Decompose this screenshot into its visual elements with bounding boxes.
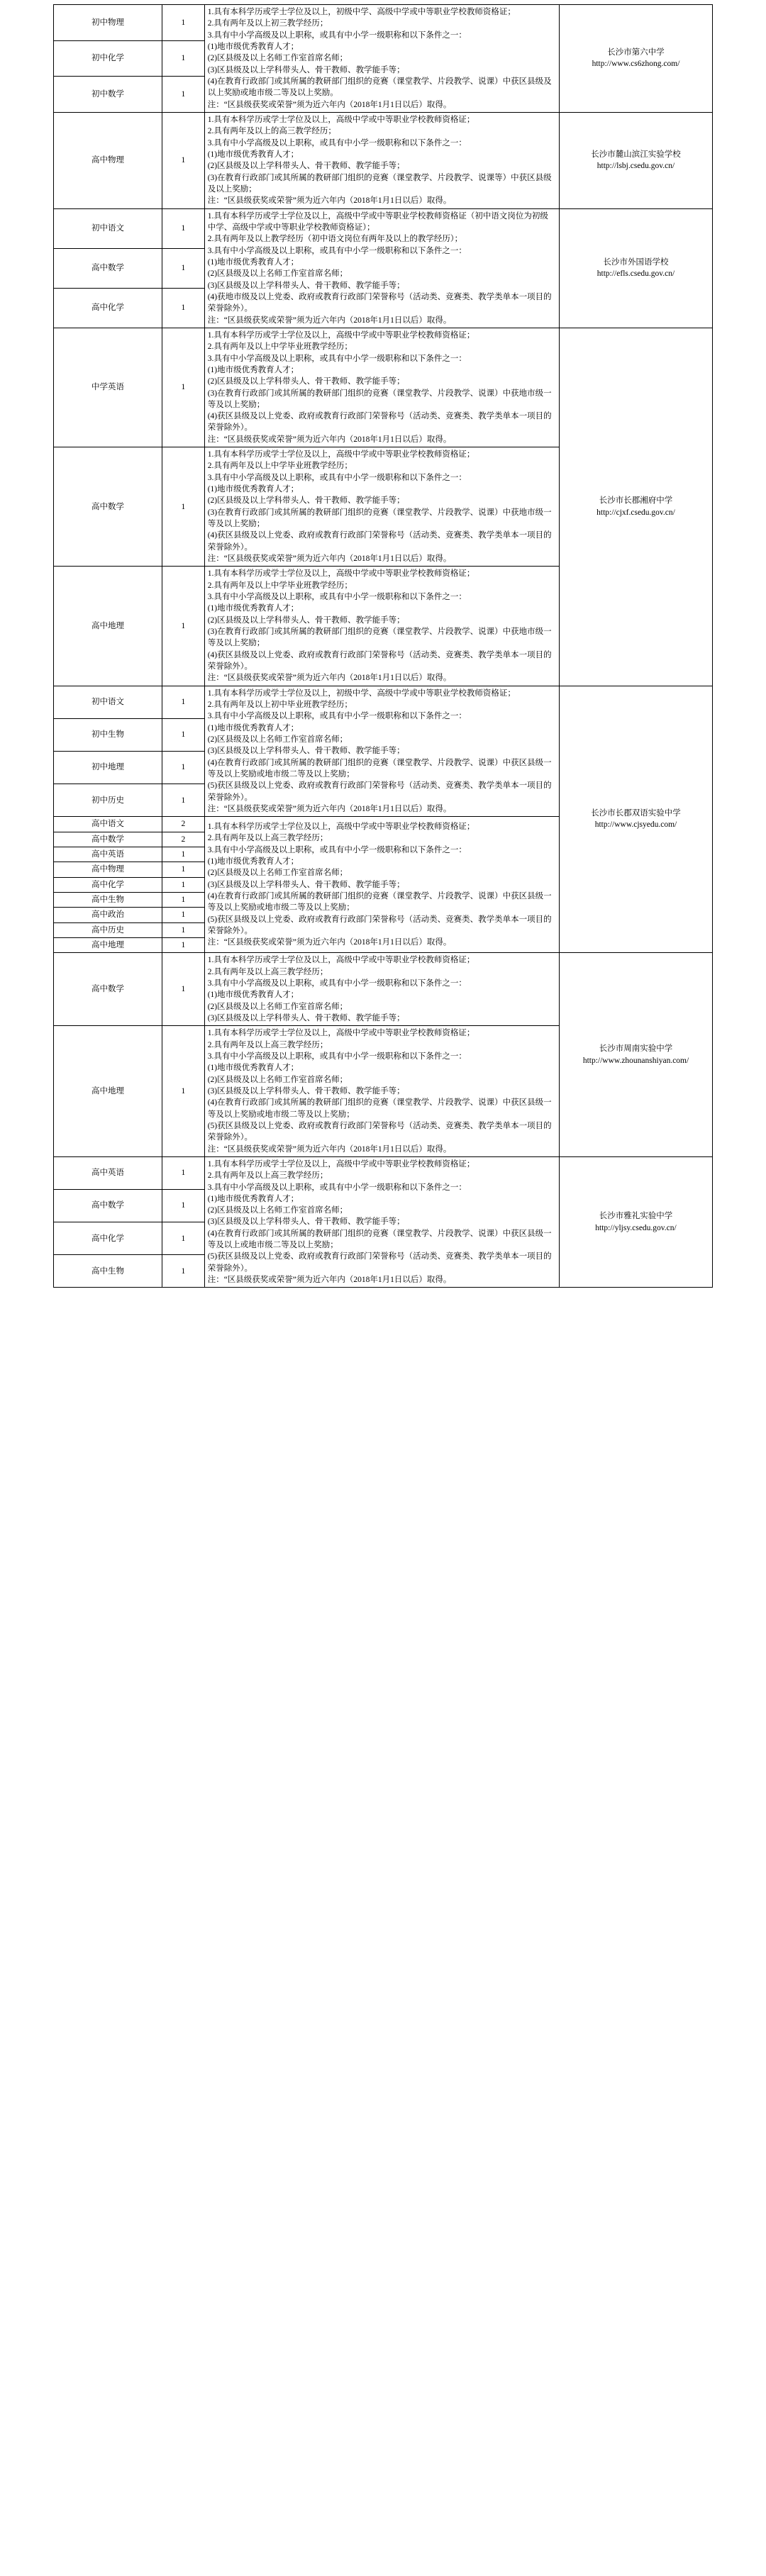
condition-line: (1)地市级优秀教育人才； <box>207 1194 299 1203</box>
condition-line: (3)在教育行政部门或其所属的教研部门组织的竞赛（课堂教学、片段教学、说课）中获地市级一等及以上奖励； <box>207 389 552 409</box>
school-url[interactable]: http://yljsy.csedu.gov.cn/ <box>595 1223 677 1232</box>
subject-cell: 高中化学 <box>54 1222 162 1255</box>
conditions-cell <box>204 447 559 567</box>
condition-line: (4)在教育行政部门或其所属的教研部门组织的竞赛（课堂教学、片段教学、说课）中获区县级一等及以上奖励或地市级二等及以上奖励； <box>207 758 552 779</box>
count-cell: 2 <box>162 817 205 832</box>
count-cell: 1 <box>162 1156 205 1189</box>
table-row <box>54 328 713 447</box>
condition-line: (3)在教育行政部门或其所属的教研部门组织的竞赛（课堂教学、片段教学、说课）中获地市级一等及以上奖励； <box>207 628 552 648</box>
condition-line: (1)地市级优秀教育人才； <box>207 857 299 866</box>
condition-line: (1)地市级优秀教育人才； <box>207 991 299 1000</box>
condition-line: 注：“区县级获奖或荣誉”须为近六年内（2018年1月1日以后）取得。 <box>207 435 452 444</box>
count-cell: 2 <box>162 832 205 847</box>
school-cell <box>560 5 713 113</box>
condition-line: 注：“区县级获奖或荣誉”须为近六年内（2018年1月1日以后）取得。 <box>207 1144 452 1154</box>
condition-line: 1.具有本科学历或学士学位及以上，高级中学或中等职业学校教师资格证； <box>207 1159 475 1169</box>
table-row <box>54 5 713 41</box>
condition-line: (4)在教育行政部门或其所属的教研部门组织的竞赛（课堂教学、片段教学、说课）中获区县级及以上奖励或地市级二等及以上奖励。 <box>207 77 552 98</box>
school-name: 长沙市周南实验中学 <box>599 1044 673 1054</box>
school-url[interactable]: http://www.zhounanshiyan.com/ <box>582 1056 689 1065</box>
subject-cell: 高中数学 <box>54 832 162 847</box>
condition-line: (4)在教育行政部门或其所属的教研部门组织的竞赛（课堂教学、片段教学、说课）中获区县级一等及以上或地市级二等及以上奖励； <box>207 1229 552 1250</box>
conditions-cell <box>204 112 559 208</box>
condition-line: 2.具有两年及以上中学毕业班教学经历； <box>207 581 353 590</box>
count-cell: 1 <box>162 5 205 41</box>
subject-cell: 中学英语 <box>54 328 162 447</box>
condition-line: (2)区县级及以上学科带头人、骨干教师、教学能手等； <box>207 615 405 625</box>
condition-line: (3)区县级及以上学科带头人、骨干教师、教学能手等； <box>207 1013 405 1022</box>
condition-line: 注：“区县级获奖或荣誉”须为近六年内（2018年1月1日以后）取得。 <box>207 554 452 564</box>
subject-cell: 高中物理 <box>54 862 162 877</box>
condition-line: (4)在教育行政部门或其所属的教研部门组织的竞赛（课堂教学、片段教学、说课）中获区县级一等及以上奖励或地市级二等及以上奖励； <box>207 1098 552 1119</box>
condition-line: 3.具有中小学高级及以上职称，或具有中小学一级职称和以下条件之一： <box>207 354 467 363</box>
condition-line: (4)获区县级及以上党委、政府或教育行政部门荣誉称号（活动类、竞赛类、教学类单本一项目的荣誉除外）。 <box>207 650 552 671</box>
condition-line: 2.具有两年及以上高三教学经历； <box>207 967 328 976</box>
subject-cell: 高中生物 <box>54 1255 162 1288</box>
subject-cell: 初中历史 <box>54 784 162 817</box>
condition-line: (1)地市级优秀教育人才； <box>207 150 299 159</box>
count-cell: 1 <box>162 77 205 113</box>
condition-line: (5)获区县级及以上党委、政府或教育行政部门荣誉称号（活动类、竞赛类、教学类单本一项目的荣誉除外）。 <box>207 1121 552 1142</box>
count-cell: 1 <box>162 718 205 751</box>
conditions-cell <box>204 686 559 817</box>
condition-line: 注：“区县级获奖或荣誉”须为近六年内（2018年1月1日以后）取得。 <box>207 1276 452 1285</box>
subject-cell: 高中生物 <box>54 892 162 907</box>
count-cell: 1 <box>162 892 205 907</box>
subject-cell: 高中历史 <box>54 922 162 937</box>
count-cell: 1 <box>162 112 205 208</box>
condition-line: 3.具有中小学高级及以上职称，或具有中小学一级职称和以下条件之一： <box>207 246 467 255</box>
subject-cell: 高中物理 <box>54 112 162 208</box>
condition-line: (2)区县级及以上名师工作室首席名师； <box>207 1206 348 1215</box>
condition-line: 1.具有本科学历或学士学位及以上，高级中学或中等职业学校教师资格证； <box>207 569 475 579</box>
subject-cell: 高中数学 <box>54 1189 162 1222</box>
count-cell: 1 <box>162 847 205 862</box>
condition-line: 2.具有两年及以上中学毕业班教学经历； <box>207 342 353 352</box>
subject-cell: 高中地理 <box>54 937 162 952</box>
conditions-cell <box>204 5 559 113</box>
condition-line: (4)获区县级及以上党委、政府或教育行政部门荣誉称号（活动类、竞赛类、教学类单本一项目的荣誉除外）。 <box>207 412 552 433</box>
condition-line: 注：“区县级获奖或荣誉”须为近六年内（2018年1月1日以后）取得。 <box>207 100 452 109</box>
school-cell <box>560 208 713 328</box>
condition-line: (1)地市级优秀教育人才； <box>207 42 299 51</box>
condition-line: (2)区县级及以上学科带头人、骨干教师、教学能手等； <box>207 162 405 171</box>
subject-cell: 高中英语 <box>54 847 162 862</box>
conditions-cell <box>204 1156 559 1288</box>
table-row <box>54 112 713 208</box>
subject-cell: 高中地理 <box>54 1026 162 1157</box>
condition-line: 2.具有两年及以上高三教学经历； <box>207 834 328 843</box>
count-cell: 1 <box>162 862 205 877</box>
table-row <box>54 1156 713 1189</box>
conditions-cell <box>204 1026 559 1157</box>
count-cell: 1 <box>162 937 205 952</box>
count-cell: 1 <box>162 248 205 288</box>
conditions-cell <box>204 208 559 328</box>
count-cell: 1 <box>162 922 205 937</box>
condition-line: 1.具有本科学历或学士学位及以上，高级中学或中等职业学校教师资格证； <box>207 822 475 831</box>
condition-line: 3.具有中小学高级及以上职称，或具有中小学一级职称和以下条件之一： <box>207 712 467 721</box>
condition-line: (1)地市级优秀教育人才； <box>207 365 299 374</box>
school-url[interactable]: http://www.cjsyedu.com/ <box>594 820 677 830</box>
condition-line: (4)获区县级及以上党委、政府或教育行政部门荣誉称号（活动类、竞赛类、教学类单本一项目的荣誉除外）。 <box>207 531 552 552</box>
condition-line: (2)区县级及以上名师工作室首席名师； <box>207 269 348 279</box>
conditions-cell <box>204 567 559 686</box>
condition-line: 1.具有本科学历或学士学位及以上，高级中学或中等职业学校教师资格证； <box>207 1029 475 1038</box>
subject-cell: 高中化学 <box>54 877 162 892</box>
condition-line: (3)区县级及以上学科带头人、骨干教师、教学能手等； <box>207 281 405 290</box>
condition-line: 3.具有中小学高级及以上职称，或具有中小学一级职称和以下条件之一： <box>207 978 467 988</box>
subject-cell: 高中政治 <box>54 908 162 922</box>
school-name: 长沙市第六中学 <box>607 48 665 57</box>
school-name: 长沙市外国语学校 <box>603 257 669 267</box>
count-cell: 1 <box>162 447 205 567</box>
condition-line: 2.具有两年及以上高三教学经历； <box>207 1171 328 1181</box>
condition-line: 1.具有本科学历或学士学位及以上，高级中学或中等职业学校教师资格证； <box>207 956 475 965</box>
condition-line: (3)区县级及以上学科带头人、骨干教师、教学能手等； <box>207 880 405 889</box>
subject-cell: 初中数学 <box>54 77 162 113</box>
condition-line: 注：“区县级获奖或荣誉”须为近六年内（2018年1月1日以后）取得。 <box>207 804 452 813</box>
school-name: 长沙市雅礼实验中学 <box>599 1212 673 1221</box>
condition-line: (5)获区县级及以上党委、政府或教育行政部门荣誉称号（活动类、竞赛类、教学类单本一项目的荣誉除外）。 <box>207 781 552 802</box>
condition-line: (2)区县级及以上名师工作室首席名师； <box>207 1075 348 1084</box>
condition-line: (3)区县级及以上学科带头人、骨干教师、教学能手等； <box>207 1217 405 1227</box>
condition-line: 注：“区县级获奖或荣誉”须为近六年内（2018年1月1日以后）取得。 <box>207 938 452 947</box>
count-cell: 1 <box>162 1189 205 1222</box>
condition-line: 3.具有中小学高级及以上职称，或具有中小学一级职称和以下条件之一： <box>207 1183 467 1192</box>
count-cell: 1 <box>162 686 205 718</box>
condition-line: 3.具有中小学高级及以上职称，或具有中小学一级职称和以下条件之一： <box>207 845 467 854</box>
school-name: 长沙市麓山滨江实验学校 <box>591 150 681 159</box>
condition-line: (3)区县级及以上学科带头人、骨干教师、教学能手等； <box>207 747 405 756</box>
condition-line: (2)区县级及以上名师工作室首席名师； <box>207 869 348 878</box>
condition-line: 1.具有本科学历或学士学位及以上，高级中学或中等职业学校教师资格证； <box>207 450 475 459</box>
document-page <box>0 4 766 2576</box>
subject-cell: 高中语文 <box>54 817 162 832</box>
table-row <box>54 208 713 248</box>
condition-line: 1.具有本科学历或学士学位及以上，高级中学或中等职业学校教师资格证； <box>207 115 475 124</box>
subject-cell: 初中物理 <box>54 5 162 41</box>
condition-line: 注：“区县级获奖或荣誉”须为近六年内（2018年1月1日以后）取得。 <box>207 196 452 206</box>
condition-line: 3.具有中小学高级及以上职称，或具有中小学一级职称和以下条件之一： <box>207 1052 467 1061</box>
school-cell <box>560 953 713 1157</box>
subject-cell: 高中英语 <box>54 1156 162 1189</box>
school-cell <box>560 112 713 208</box>
count-cell: 1 <box>162 751 205 784</box>
condition-line: 3.具有中小学高级及以上职称，或具有中小学一级职称和以下条件之一： <box>207 138 467 147</box>
subject-cell: 初中化学 <box>54 40 162 77</box>
condition-line: 1.具有本科学历或学士学位及以上，初级中学、高级中学或中等职业学校教师资格证； <box>207 688 516 698</box>
condition-line: (1)地市级优秀教育人才； <box>207 723 299 732</box>
condition-line: (3)区县级及以上学科带头人、骨干教师、教学能手等； <box>207 1086 405 1095</box>
count-cell: 1 <box>162 1026 205 1157</box>
condition-line: 2.具有两年及以上初三教学经历； <box>207 19 328 28</box>
subject-cell: 初中地理 <box>54 751 162 784</box>
condition-line: (2)区县级及以上名师工作室首席名师； <box>207 735 348 745</box>
count-cell: 1 <box>162 908 205 922</box>
condition-line: 3.具有中小学高级及以上职称，或具有中小学一级职称和以下条件之一： <box>207 30 467 40</box>
condition-line: (5)获区县级及以上党委、政府或教育行政部门荣誉称号（活动类、竞赛类、教学类单本一项目的荣誉除外）。 <box>207 915 552 935</box>
school-cell <box>560 328 713 686</box>
count-cell: 1 <box>162 784 205 817</box>
recruitment-table <box>53 4 713 1288</box>
table-row <box>54 953 713 1026</box>
conditions-cell <box>204 953 559 1026</box>
count-cell: 1 <box>162 1222 205 1255</box>
school-url[interactable]: http://cjxf.csedu.gov.cn/ <box>596 508 675 517</box>
condition-line: 2.具有两年及以上初中毕业班教学经历； <box>207 701 353 710</box>
condition-line: (1)地市级优秀教育人才； <box>207 257 299 267</box>
condition-line: 2.具有两年及以上中学毕业班教学经历； <box>207 462 353 471</box>
condition-line: 注：“区县级获奖或荣誉”须为近六年内（2018年1月1日以后）取得。 <box>207 674 452 683</box>
condition-line: 2.具有两年及以上高三教学经历； <box>207 1040 328 1049</box>
condition-line: (2)区县级及以上学科带头人、骨干教师、教学能手等； <box>207 496 405 506</box>
count-cell: 1 <box>162 877 205 892</box>
condition-line: 1.具有本科学历或学士学位及以上，初级中学、高级中学或中等职业学校教师资格证； <box>207 8 516 16</box>
condition-line: 3.具有中小学高级及以上职称，或具有中小学一级职称和以下条件之一： <box>207 473 467 482</box>
subject-cell: 初中生物 <box>54 718 162 751</box>
count-cell: 1 <box>162 567 205 686</box>
subject-cell: 高中地理 <box>54 567 162 686</box>
count-cell: 1 <box>162 208 205 248</box>
condition-line: 2.具有两年及以上教学经历（初中语文岗位有两年及以上的教学经历）； <box>207 235 463 244</box>
condition-line: (3)在教育行政部门或其所属的教研部门组织的竞赛（课堂教学、片段教学、说课）中获地市级一等及以上奖励； <box>207 508 552 529</box>
subject-cell: 高中数学 <box>54 248 162 288</box>
condition-line: (2)区县级及以上名师工作室首席名师； <box>207 54 348 63</box>
subject-cell: 高中数学 <box>54 953 162 1026</box>
count-cell: 1 <box>162 953 205 1026</box>
condition-line: (3)在教育行政部门或其所属的教研部门组织的竞赛（课堂教学、片段教学、说课等）中获区县级及以上奖励； <box>207 173 552 194</box>
school-url[interactable]: http://www.cs6zhong.com/ <box>592 60 680 69</box>
school-url[interactable]: http://efls.csedu.gov.cn/ <box>596 269 675 279</box>
condition-line: (4)获地市级及以上党委、政府或教育行政部门荣誉称号（活动类、竞赛类、教学类单本一项目的荣誉除外）。 <box>207 292 552 313</box>
school-url[interactable]: http://lsbj.csedu.gov.cn/ <box>596 162 675 171</box>
condition-line: (1)地市级优秀教育人才； <box>207 485 299 494</box>
count-cell: 1 <box>162 40 205 77</box>
condition-line: 2.具有两年及以上的高三教学经历； <box>207 127 336 136</box>
subject-cell: 初中语文 <box>54 686 162 718</box>
table-row <box>54 686 713 718</box>
conditions-cell <box>204 817 559 953</box>
condition-line: 注：“区县级获奖或荣誉”须为近六年内（2018年1月1日以后）取得。 <box>207 316 452 325</box>
school-cell <box>560 1156 713 1288</box>
count-cell: 1 <box>162 328 205 447</box>
condition-line: (2)区县级及以上学科带头人、骨干教师、教学能手等； <box>207 377 405 386</box>
school-name: 长沙市长郡湘府中学 <box>599 496 673 506</box>
condition-line: 1.具有本科学历或学士学位及以上，高级中学或中等职业学校教师资格证（初中语文岗位为初级中学、高级中学或中等职业学校教师资格证）； <box>207 211 548 232</box>
condition-line: 1.具有本科学历或学士学位及以上，高级中学或中等职业学校教师资格证； <box>207 330 475 340</box>
conditions-cell <box>204 328 559 447</box>
condition-line: (4)在教育行政部门或其所属的教研部门组织的竞赛（课堂教学、片段教学、说课）中获区县级一等及以上奖励或地市级二等及以上奖励； <box>207 891 552 913</box>
subject-cell: 高中数学 <box>54 447 162 567</box>
count-cell: 1 <box>162 288 205 328</box>
condition-line: 3.具有中小学高级及以上职称，或具有中小学一级职称和以下条件之一： <box>207 593 467 602</box>
school-name: 长沙市长郡双语实验中学 <box>591 809 681 818</box>
count-cell: 1 <box>162 1255 205 1288</box>
school-cell <box>560 686 713 953</box>
condition-line: (1)地市级优秀教育人才； <box>207 1064 299 1073</box>
condition-line: (5)获区县级及以上党委、政府或教育行政部门荣誉称号（活动类、竞赛类、教学类单本一项目的荣誉除外）。 <box>207 1252 552 1273</box>
table-body <box>54 5 713 1288</box>
subject-cell: 高中化学 <box>54 288 162 328</box>
condition-line: (1)地市级优秀教育人才； <box>207 604 299 613</box>
subject-cell: 初中语文 <box>54 208 162 248</box>
condition-line: (3)区县级及以上学科带头人、骨干教师、教学能手等； <box>207 65 405 74</box>
condition-line: (2)区县级及以上名师工作室首席名师； <box>207 1002 348 1011</box>
